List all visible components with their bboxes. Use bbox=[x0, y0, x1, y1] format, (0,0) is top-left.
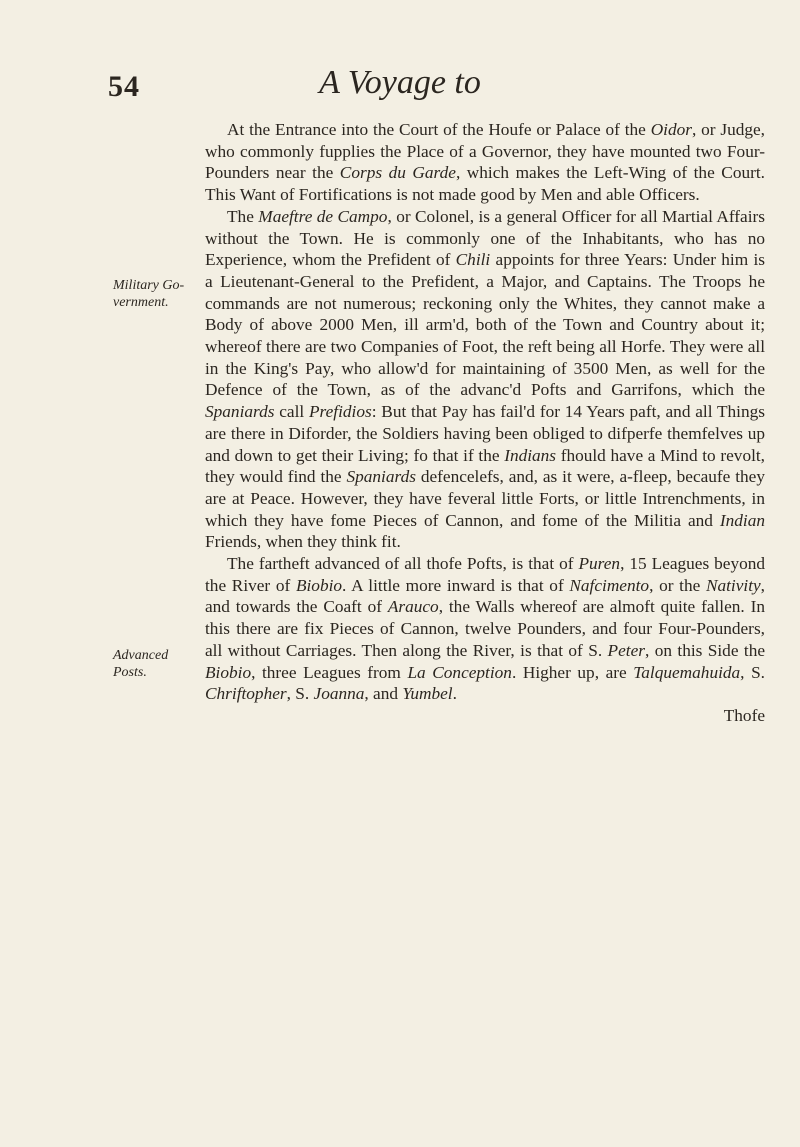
text-run: call bbox=[274, 402, 309, 422]
italic-term: Chriftopher bbox=[205, 684, 287, 704]
text-run: The fartheft advanced of all thofe Pofts, is that of bbox=[227, 554, 579, 574]
italic-term: Yumbel bbox=[402, 684, 453, 704]
text-run: Friends, when they think fit. bbox=[205, 532, 401, 552]
text-run: , and towards the Coaft of bbox=[205, 575, 765, 617]
margin-note-military-government: Military Go-vernment. bbox=[113, 278, 185, 310]
italic-term: Biobio bbox=[205, 662, 252, 682]
italic-term: La Conception bbox=[407, 662, 512, 682]
italic-term: Indians bbox=[504, 445, 557, 465]
text-run: , the Walls whereof are almoft quite fallen. In this there are fix Pieces of Cannon, twelve Pounders, and four Four-Pounders, all without Carriages. Then along the River, is that of S. bbox=[205, 597, 765, 660]
text-run: . A little more inward is that of bbox=[342, 575, 570, 595]
italic-term: Prefidios bbox=[308, 402, 372, 422]
page-number: 54 bbox=[108, 70, 140, 103]
paragraph-court-entrance bbox=[205, 119, 765, 206]
italic-term: Nativity bbox=[705, 575, 761, 595]
running-title: A Voyage to bbox=[319, 64, 481, 101]
italic-term: Nafcimento bbox=[569, 575, 650, 595]
text-run: , three Leagues from bbox=[251, 662, 408, 682]
body-text bbox=[205, 119, 765, 727]
italic-term: Chili bbox=[455, 250, 491, 270]
catchword: Thofe bbox=[723, 705, 765, 725]
italic-term: Peter bbox=[607, 640, 645, 660]
italic-term: Spaniards bbox=[205, 402, 275, 422]
text-run: , or the bbox=[649, 575, 706, 595]
text-run: , 15 Leagues beyond the River of bbox=[205, 554, 766, 595]
italic-term: Puren bbox=[578, 554, 621, 574]
text-run: defencelefs, and, as it were, a-fleep, becaufe they are at Peace. However, they have feveral little Forts, or little Intrenchments, in which they have fome Pieces of Cannon, and fome of the Militia and bbox=[205, 467, 765, 530]
paragraph-maestre-de-campo bbox=[205, 206, 765, 553]
text-run: , S. bbox=[286, 684, 314, 704]
text-run: . Higher up, are bbox=[511, 662, 634, 682]
text-run: , or Judge, who commonly fupplies the Place of a Governor, they have mounted two Four-Pounders near the bbox=[205, 120, 766, 183]
italic-term: Talquemahuida bbox=[633, 662, 741, 682]
italic-term: Oidor bbox=[650, 120, 692, 139]
text-run: , or Colonel, is a general Officer for all Martial Affairs without the Town. He is commonly one of the Inhabitants, who has no Experience, whom the Prefident of bbox=[205, 206, 766, 270]
paragraph-advanced-posts bbox=[205, 553, 765, 705]
text-run: At the Entrance into the Court of the Houfe or Palace of the bbox=[227, 120, 651, 139]
text-run: The bbox=[227, 206, 259, 226]
italic-term: Joanna bbox=[313, 684, 365, 704]
text-run: : But that Pay has fail'd for 14 Years paft, and all Things are there in Diforder, the Soldiers having been obliged to difperfe themfelves up and down to get their Living; fo that if the bbox=[205, 402, 765, 465]
text-run: appoints for three Years: Under him is a Lieutenant-General to the Prefident, a Major, and Captains. The Troops he commands are not numerous; reckoning only the Whites, they cannot make a Body of above 2000 Men, ill arm'd, both of the Town and Country about it; whereof there are two Companies of Foot, the reft being all Horfe. They were all in the King's Pay, who allow'd for maintaining of 3500 Men, as well for the Defence of the Town, as of the advanc'd Pofts and Garrifons, which the bbox=[205, 250, 765, 400]
text-run: fhould have a Mind to revolt, they would find the bbox=[205, 445, 766, 487]
italic-term: Indian bbox=[719, 510, 765, 530]
italic-term: Arauco bbox=[387, 597, 439, 617]
text-run: . bbox=[452, 684, 457, 704]
italic-term: Biobio bbox=[295, 575, 343, 595]
text-run: , which makes the Left-Wing of the Court. This Want of Fortifications is not made good by Men and able Officers. bbox=[205, 163, 765, 205]
text-run: , S. bbox=[740, 662, 766, 682]
italic-term: Spaniards bbox=[346, 467, 416, 487]
italic-term: Maeftre de Campo bbox=[258, 206, 388, 226]
margin-note-advanced-posts: Advanced Posts. bbox=[113, 648, 169, 680]
text-run: , and bbox=[364, 684, 403, 704]
italic-term: Corps du Garde bbox=[339, 163, 456, 183]
text-run: , on this Side the bbox=[644, 640, 766, 660]
